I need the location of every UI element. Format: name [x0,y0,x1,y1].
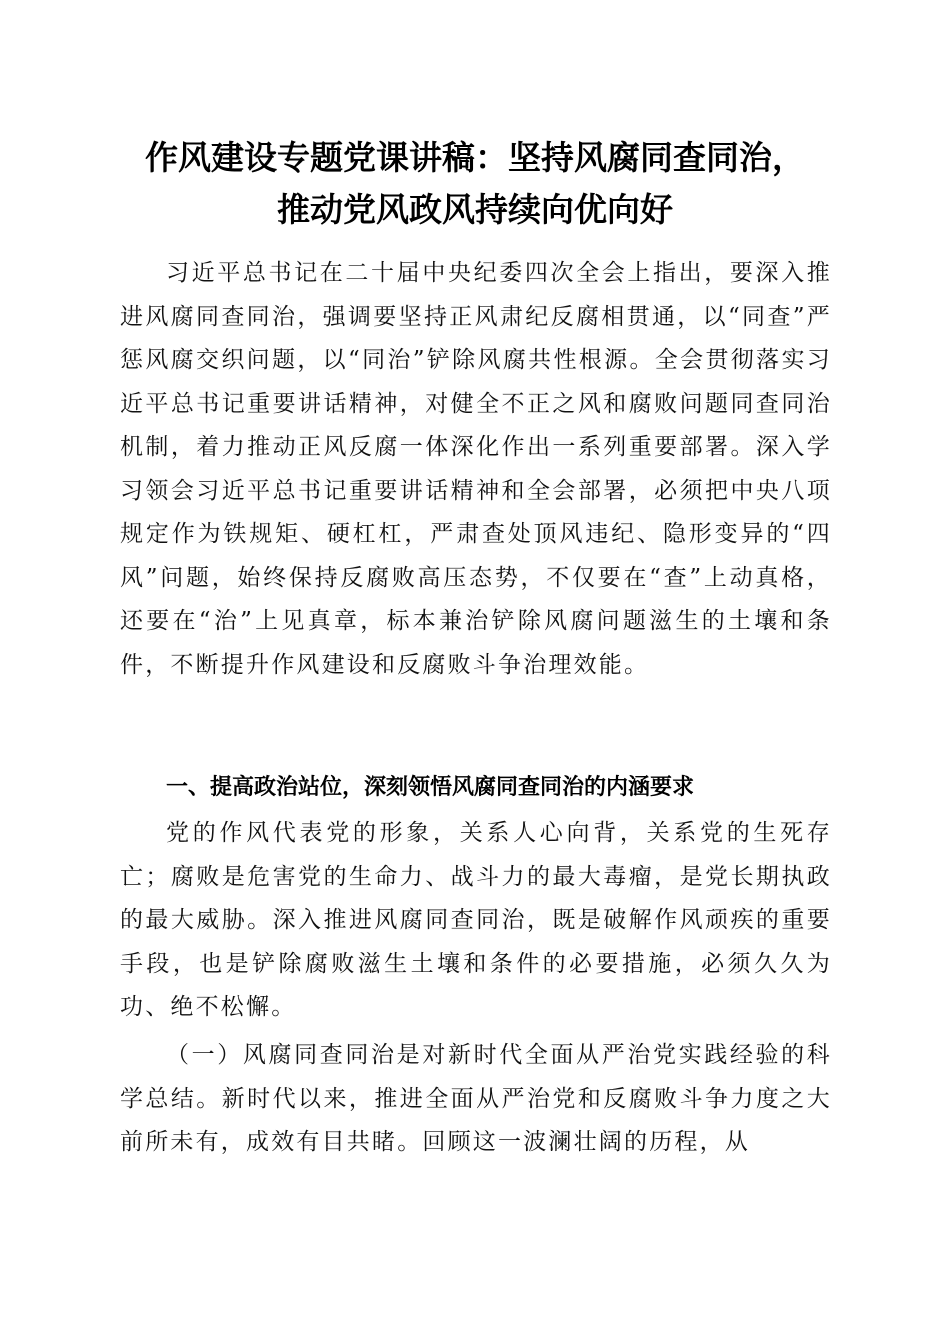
paragraph-section-1: 党的作风代表党的形象，关系人心向背，关系党的生死存亡；腐败是危害党的生命力、战斗力的最大毒瘤，是党长期执政的最大威胁。深入推进风腐同查同治，既是破解作风顽疾的重要手段，也是铲除腐败滋生土壤和条件的必要措施，必须久久为功、绝不松懈。 [120,820,832,1020]
paragraph-intro: 习近平总书记在二十届中央纪委四次全会上指出，要深入推进风腐同查同治，强调要坚持正风肃纪反腐相贯通，以“同查”严惩风腐交织问题，以“同治”铲除风腐共性根源。全会贯彻落实习近平总书记重要讲话精神，对健全不正之风和腐败问题同查同治机制，着力推动正风反腐一体深化作出一系列重要部署。深入学习领会习近平总书记重要讲话精神和全会部署，必须把中央八项规定作为铁规矩、硬杠杠，严肃查处顶风违纪、隐形变异的“四风”问题，始终保持反腐败高压态势，不仅要在“查”上动真格，还要在“治”上见真章，标本兼治铲除风腐问题滋生的土壤和条件，不断提升作风建设和反腐败斗争治理效能。 [120,260,832,678]
document-title [80,132,870,236]
title-line-2: 推动党风政风持续向优向好 [277,190,673,229]
section-heading-1: 一、提高政治站位，深刻领悟风腐同查同治的内涵要求 [166,775,695,800]
title-line-1: 作风建设专题党课讲稿：坚持风腐同查同治， [145,138,805,177]
paragraph-subsection-1: （一）风腐同查同治是对新时代全面从严治党实践经验的科学总结。新时代以来，推进全面从严治党和反腐败斗争力度之大前所未有，成效有目共睹。回顾这一波澜壮阔的历程，从 [120,1042,832,1155]
